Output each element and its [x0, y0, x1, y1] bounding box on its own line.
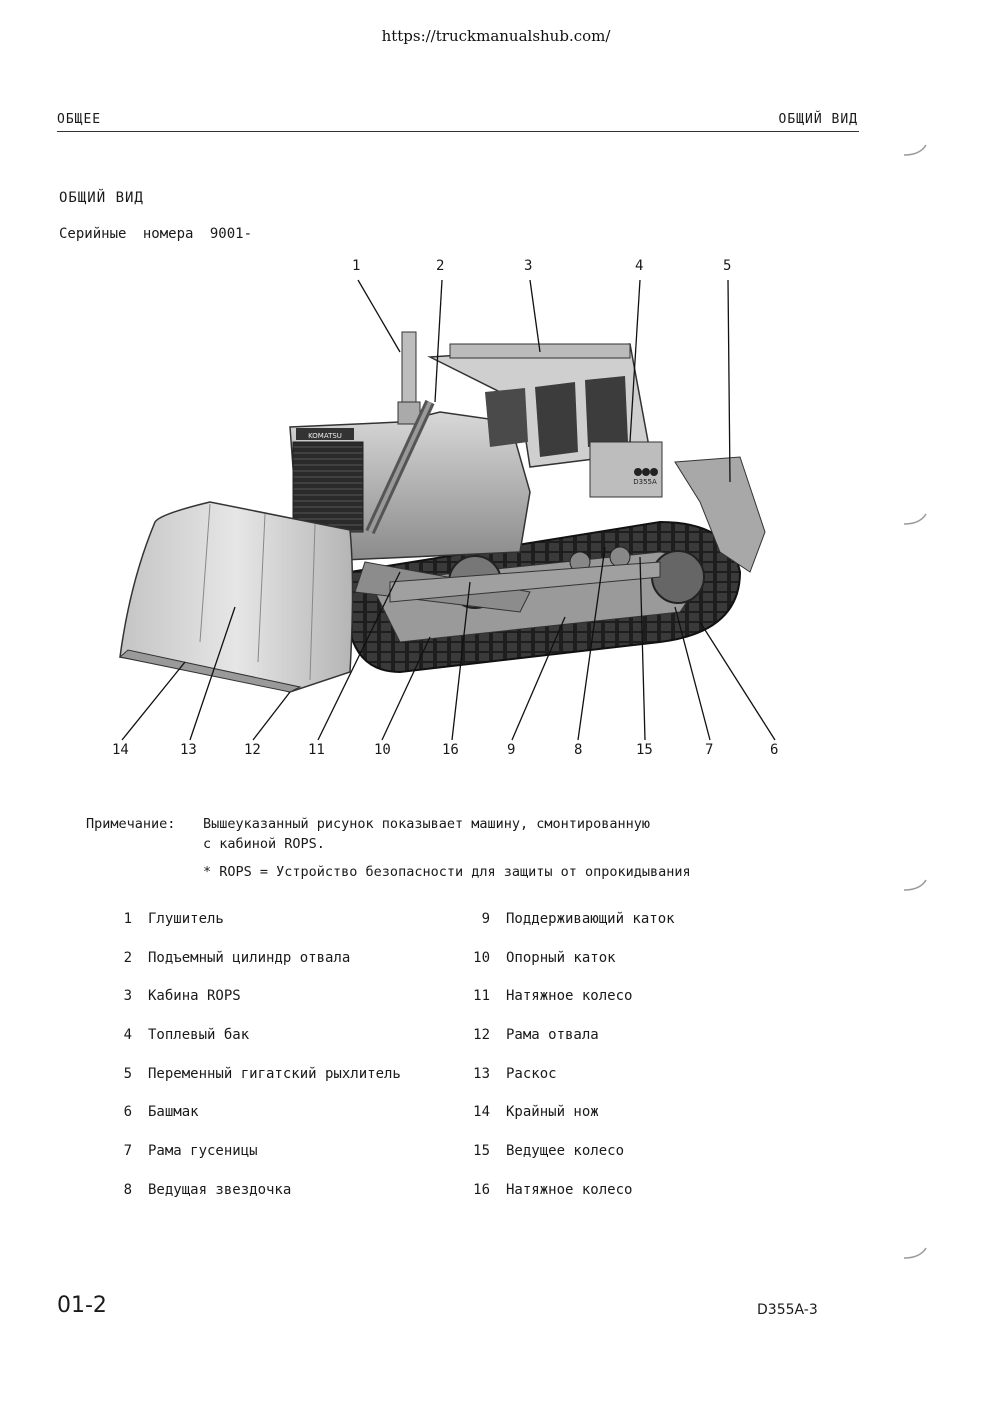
callout-12: 12	[244, 742, 261, 758]
header-section-right: ОБЩИЙ ВИД	[778, 112, 858, 127]
note-label: Примечание:	[86, 816, 176, 832]
note-line-3: * ROPS = Устройство безопасности для защиты от опрокидывания	[203, 864, 691, 880]
legend-item-2: 2 Подъемный цилиндр отвала	[123, 950, 351, 966]
binding-mark-icon	[902, 1246, 928, 1260]
callout-1: 1	[352, 258, 361, 274]
legend-item-3: 3 Кабина ROPS	[123, 988, 241, 1004]
legend-item-13: 13 Раскос	[473, 1066, 557, 1082]
legend-item-14: 14 Крайный нож	[473, 1104, 599, 1120]
binding-mark-icon	[902, 878, 928, 892]
binding-mark-icon	[902, 512, 928, 526]
legend-item-15: 15 Ведущее колесо	[473, 1143, 625, 1159]
serial-numbers: Серийные номера 9001-	[59, 226, 253, 242]
legend-item-5: 5 Переменный гигатский рыхлитель	[123, 1066, 401, 1082]
brand-label: KOMATSU	[308, 432, 342, 440]
legend-item-8: 8 Ведущая звездочка	[123, 1182, 292, 1198]
legend-item-10: 10 Опорный каток	[473, 950, 616, 966]
header-rule	[57, 131, 859, 132]
legend-item-12: 12 Рама отвала	[473, 1027, 599, 1043]
callout-13: 13	[180, 742, 197, 758]
legend-item-7: 7 Рама гусеницы	[123, 1143, 258, 1159]
callout-3: 3	[524, 258, 533, 274]
page-number: 01-2	[57, 1293, 107, 1318]
callout-16: 16	[442, 742, 459, 758]
legend-item-9: 9 Поддерживающий каток	[481, 911, 675, 927]
callout-8: 8	[574, 742, 583, 758]
callout-4: 4	[635, 258, 644, 274]
note-line-2: с кабиной ROPS.	[203, 836, 325, 852]
binding-mark-icon	[902, 143, 928, 157]
callout-2: 2	[436, 258, 445, 274]
legend-item-16: 16 Натяжное колесо	[473, 1182, 633, 1198]
header-section-left: ОБЩЕЕ	[57, 112, 102, 127]
callout-leaders	[100, 252, 800, 772]
callout-6: 6	[770, 742, 779, 758]
cab-model-label: D355A	[633, 478, 657, 486]
callout-10: 10	[374, 742, 391, 758]
callout-5: 5	[723, 258, 732, 274]
callout-14: 14	[112, 742, 129, 758]
note-line-1: Вышеуказанный рисунок показывает машину, смонтированную	[203, 816, 651, 832]
legend-item-1: 1 Глушитель	[123, 911, 224, 927]
legend-item-11: 11 Натяжное колесо	[473, 988, 633, 1004]
legend-item-6: 6 Башмак	[123, 1104, 199, 1120]
callout-9: 9	[507, 742, 516, 758]
callout-7: 7	[705, 742, 714, 758]
page-title: ОБЩИЙ ВИД	[59, 190, 144, 206]
callout-11: 11	[308, 742, 325, 758]
legend-item-4: 4 Топлевый бак	[123, 1027, 250, 1043]
model-code: D355A-3	[757, 1302, 818, 1318]
source-url: https://truckmanualshub.com/	[381, 27, 611, 45]
callout-15: 15	[636, 742, 653, 758]
